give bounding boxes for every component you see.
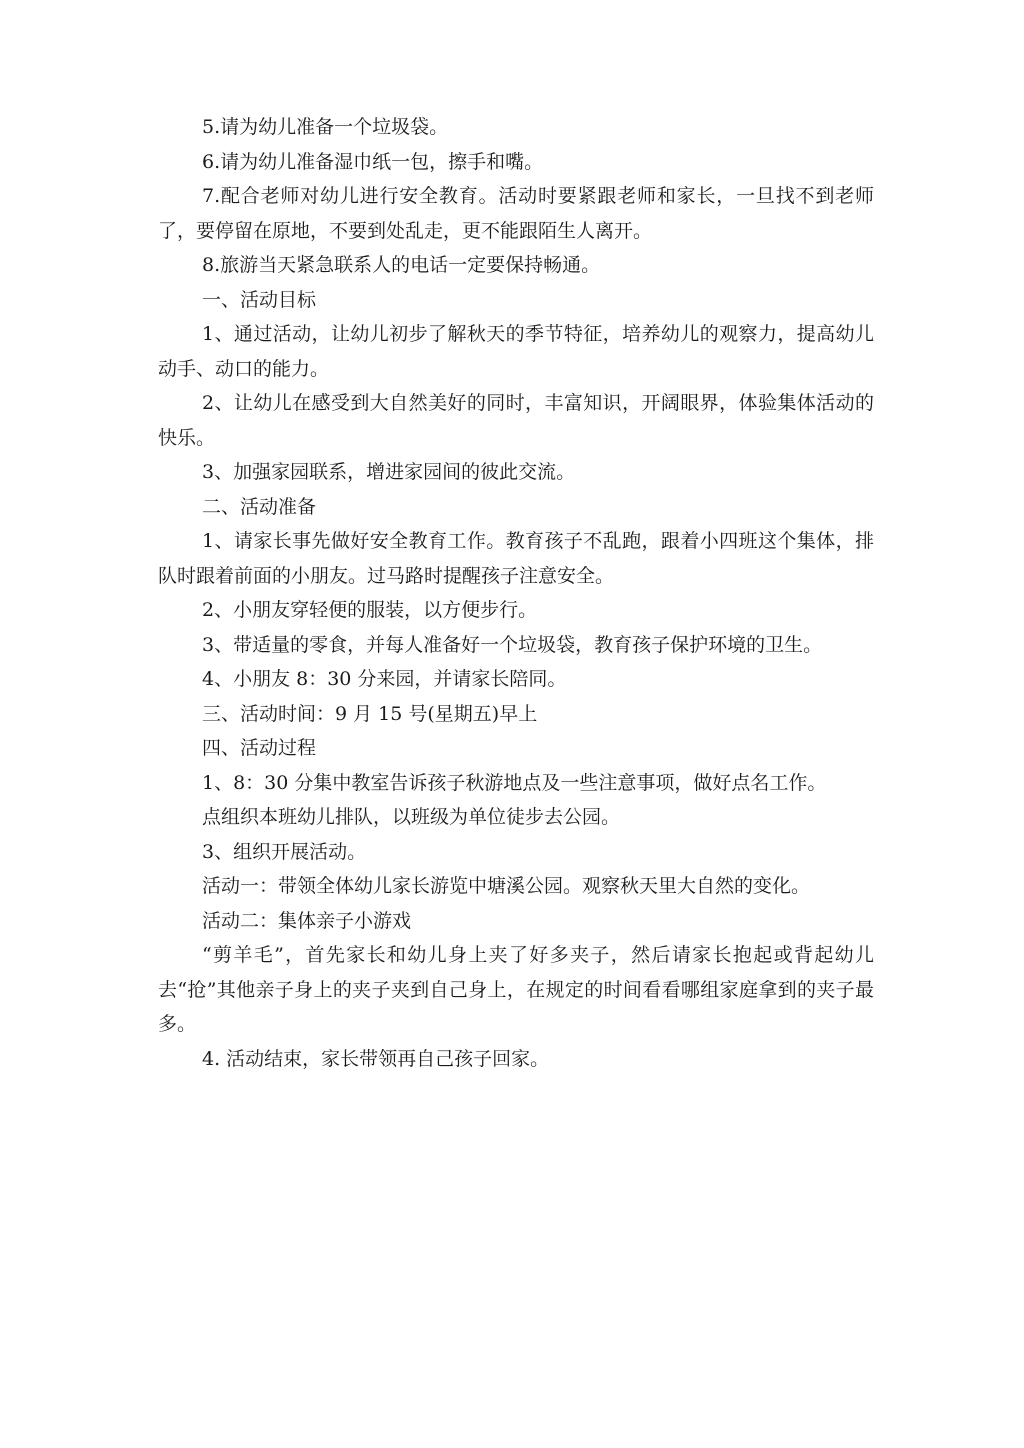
document-body: [158, 110, 874, 1076]
section-heading: 二、活动准备: [202, 495, 317, 518]
paragraph: 8.旅游当天紧急联系人的电话一定要保持畅通。: [202, 254, 601, 276]
paragraph: 3、组织开展活动。: [202, 840, 367, 863]
section-heading: 一、活动目标: [202, 288, 317, 311]
paragraph: 4. 活动结束，家长带领再自己孩子回家。: [202, 1047, 550, 1070]
paragraph: 4、小朋友 8：30 分来园，并请家长陪同。: [202, 668, 567, 690]
paragraph: 2、小朋友穿轻便的服装，以方便步行。: [202, 599, 538, 621]
paragraph: 点组织本班幼儿排队，以班级为单位徒步去公园。: [202, 806, 621, 828]
paragraph: 活动一：带领全体幼儿家长游览中塘溪公园。观察秋天里大自然的变化。: [202, 875, 811, 897]
paragraph: 2、让幼儿在感受到大自然美好的同时，丰富知识，开阔眼界，体验集体活动的快乐。: [158, 392, 874, 449]
paragraph: 活动二：集体亲子小游戏: [202, 909, 412, 932]
section-heading: 四、活动过程: [202, 737, 317, 759]
paragraph: 1、8：30 分集中教室告诉孩子秋游地点及一些注意事项，做好点名工作。: [202, 771, 827, 794]
paragraph: 5.请为幼儿准备一个垃圾袋。: [202, 116, 449, 138]
paragraph: 3、加强家园联系，增进家园间的彼此交流。: [202, 461, 576, 483]
paragraph: 1、通过活动，让幼儿初步了解秋天的季节特征，培养幼儿的观察力，提高幼儿动手、动口的能力。: [158, 323, 874, 380]
paragraph: 7.配合老师对幼儿进行安全教育。活动时要紧跟老师和家长，一旦找不到老师了，要停留在原地，不要到处乱走，更不能跟陌生人离开。: [158, 185, 874, 242]
paragraph: 1、请家长事先做好安全教育工作。教育孩子不乱跑，跟着小四班这个集体，排队时跟着前面的小朋友。过马路时提醒孩子注意安全。: [158, 530, 874, 587]
paragraph: 3、带适量的零食，并每人准备好一个垃圾袋，教育孩子保护环境的卫生。: [202, 633, 823, 656]
paragraph: “剪羊毛”，首先家长和幼儿身上夹了好多夹子，然后请家长抱起或背起幼儿去“抢”其他亲子身上的夹子夹到自己身上，在规定的时间看看哪组家庭拿到的夹子最多。: [158, 944, 874, 1035]
section-heading: 三、活动时间：9 月 15 号(星期五)早上: [202, 702, 538, 725]
paragraph: 6.请为幼儿准备湿巾纸一包，擦手和嘴。: [202, 150, 544, 173]
